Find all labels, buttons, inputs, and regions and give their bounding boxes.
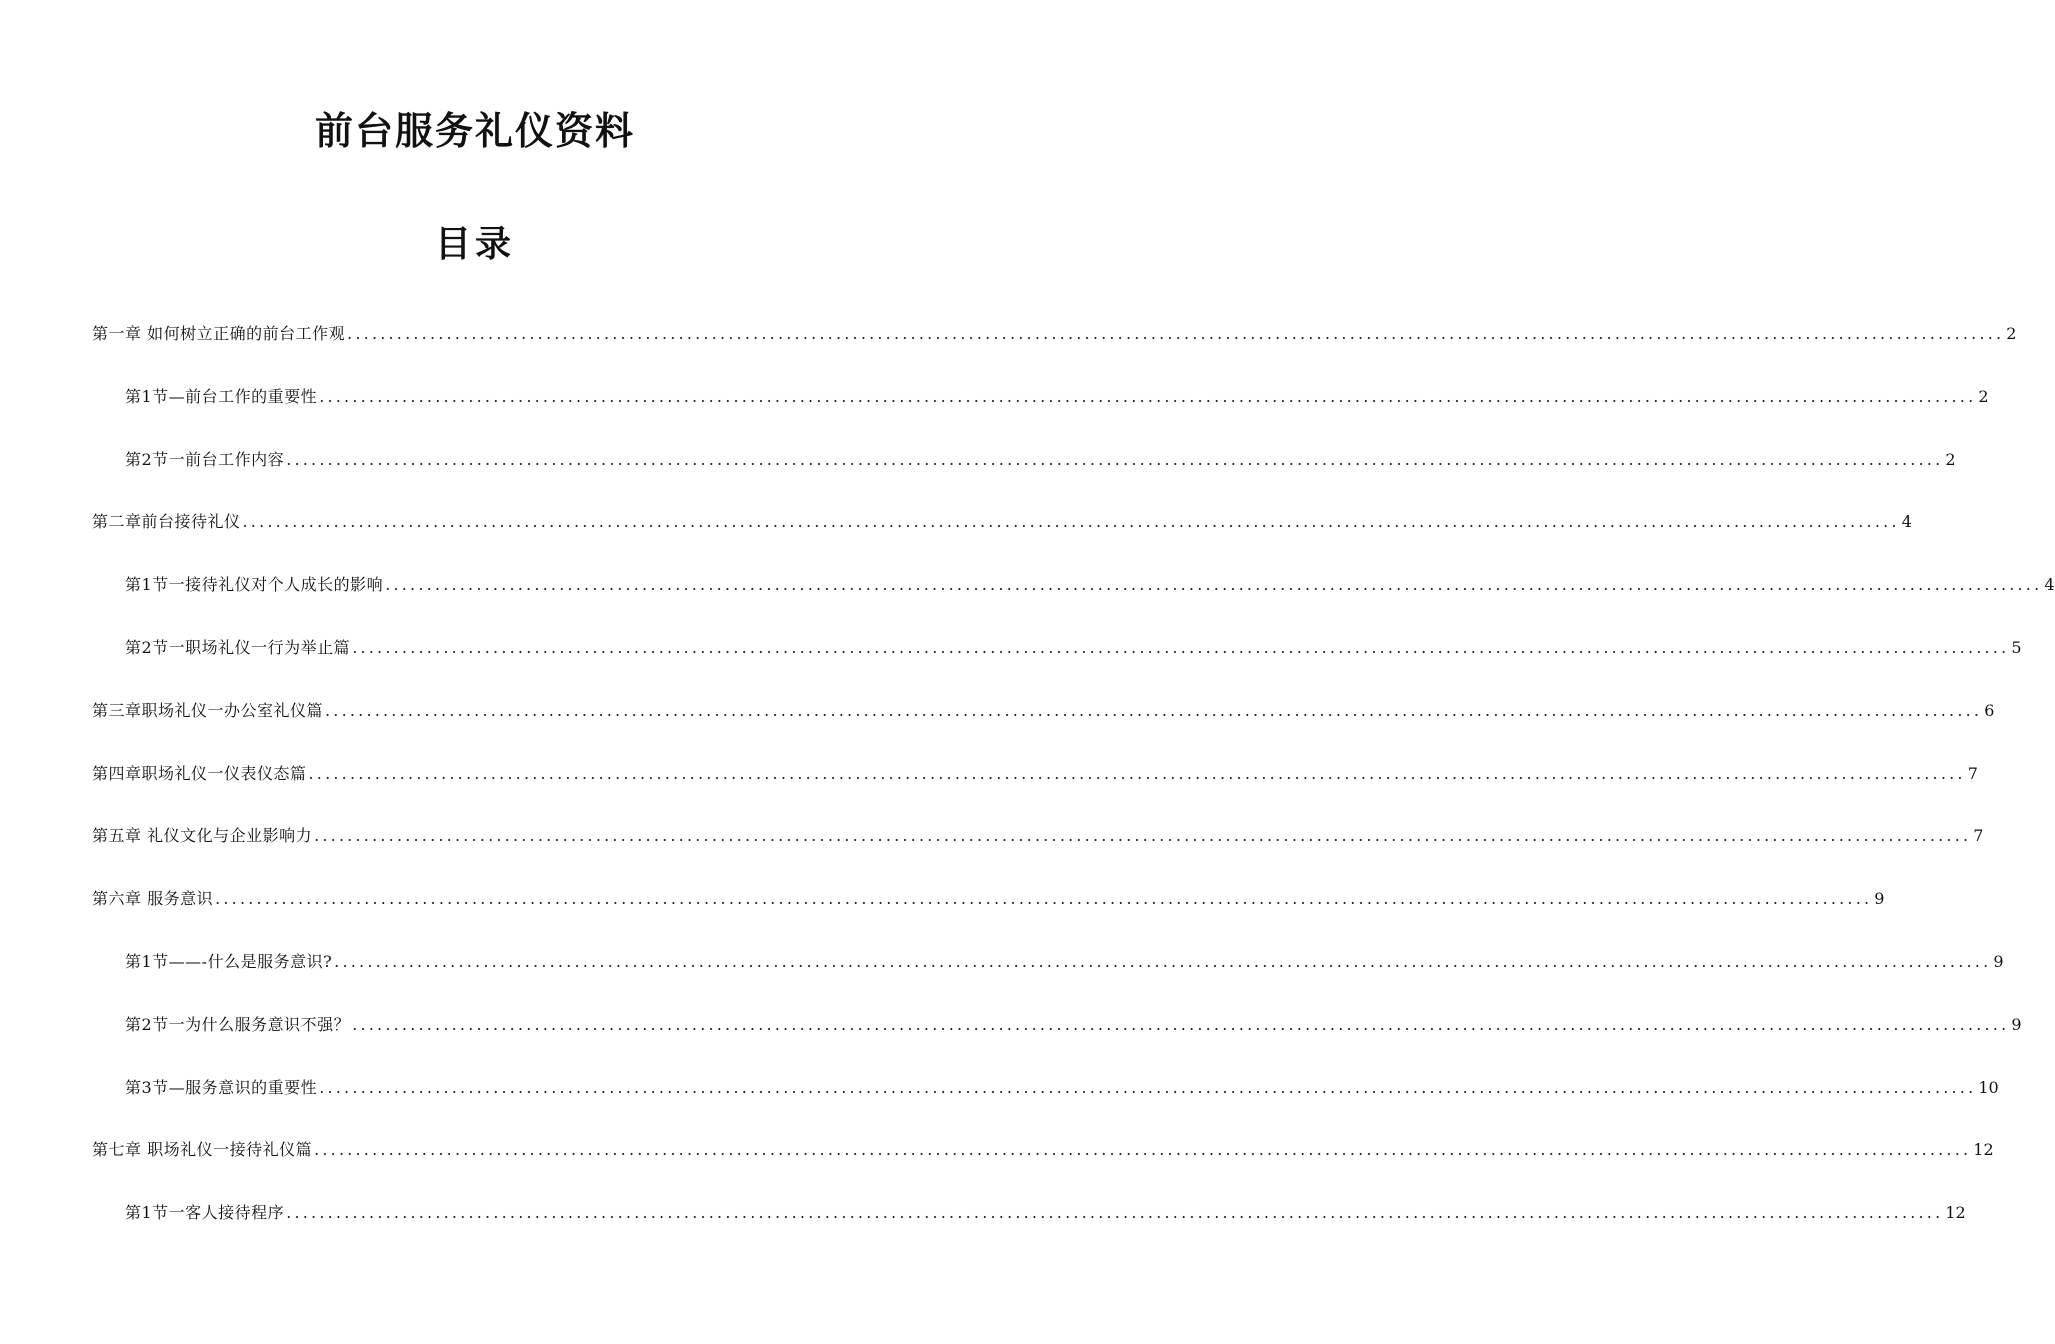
toc-entry-label: 第3节—服务意识的重要性: [125, 1077, 318, 1097]
toc-entry-page: 6: [1984, 700, 1995, 720]
toc-entry-page: 2: [2006, 324, 2017, 343]
toc-entry[interactable]: [92, 318, 2017, 381]
toc-dot-leader: ........................................................................................................................................................................................................: [314, 826, 1972, 846]
toc-dot-leader: ........................................................................................................................................................................................................: [347, 324, 2005, 343]
toc-entry-label: 第1节一客人接待程序: [125, 1203, 285, 1223]
toc-entry-label: 第五章 礼仪文化与企业影响力: [92, 826, 313, 846]
document-title: 前台服务礼仪资料: [314, 109, 635, 153]
toc-entry[interactable]: [92, 883, 1885, 946]
toc-entry[interactable]: [92, 444, 1956, 507]
toc-entry-page: 9: [2011, 1014, 2022, 1034]
toc-dot-leader: ........................................................................................................................................................................................................: [286, 1203, 1944, 1223]
toc-entry[interactable]: [92, 569, 2055, 632]
toc-entry-label: 第1节——-什么是服务意识?: [125, 951, 333, 971]
toc-dot-leader: ........................................................................................................................................................................................................: [352, 637, 2010, 657]
toc-entry-label: 第四章职场礼仪一仪表仪态篇: [92, 763, 307, 783]
toc-entry-label: 第七章 职场礼仪一接待礼仪篇: [92, 1140, 313, 1160]
toc-entry-page: 7: [1973, 826, 1984, 846]
toc-entry[interactable]: [92, 695, 1995, 758]
toc-entry-label: 第1节一接待礼仪对个人成长的影响: [125, 575, 384, 595]
toc-entry[interactable]: [92, 1197, 1966, 1260]
toc-entry-page: 9: [1993, 951, 2004, 971]
table-of-contents: [92, 318, 2055, 1260]
toc-entry-label: 第六章 服务意识: [92, 889, 214, 909]
toc-entry-page: 4: [2044, 575, 2055, 595]
toc-entry[interactable]: [92, 1072, 1999, 1135]
toc-entry-page: 4: [1901, 512, 1912, 532]
toc-dot-leader: ........................................................................................................................................................................................................: [308, 763, 1966, 783]
toc-entry[interactable]: [92, 758, 1978, 821]
toc-entry-page: 12: [1973, 1140, 1994, 1160]
toc-entry-label: 第2节一为什么服务意识不强？: [125, 1014, 351, 1034]
toc-dot-leader: ........................................................................................................................................................................................................: [314, 1140, 1972, 1160]
toc-entry-label: 第1节—前台工作的重要性: [125, 386, 318, 406]
toc-dot-leader: ........................................................................................................................................................................................................: [385, 575, 2043, 595]
toc-entry[interactable]: [92, 1134, 1994, 1197]
toc-entry-label: 第一章 如何树立正确的前台工作观: [92, 324, 346, 343]
toc-entry[interactable]: [92, 1009, 2022, 1072]
toc-dot-leader: ........................................................................................................................................................................................................: [286, 449, 1944, 469]
toc-entry-page: 10: [1978, 1077, 1999, 1097]
toc-entry[interactable]: [92, 381, 1989, 444]
toc-entry-page: 2: [1945, 449, 1956, 469]
toc-entry[interactable]: [92, 632, 2022, 695]
toc-dot-leader: ........................................................................................................................................................................................................: [242, 512, 1900, 532]
toc-entry-label: 第三章职场礼仪一办公室礼仪篇: [92, 700, 324, 720]
toc-entry-page: 5: [2011, 637, 2022, 657]
toc-dot-leader: ........................................................................................................................................................................................................: [319, 386, 1977, 406]
toc-entry-label: 第2节一职场礼仪一行为举止篇: [125, 637, 351, 657]
toc-entry-page: 12: [1945, 1203, 1966, 1223]
toc-heading: 目录: [434, 224, 515, 265]
toc-entry[interactable]: [92, 946, 2004, 1009]
toc-dot-leader: ........................................................................................................................................................................................................: [352, 1014, 2010, 1034]
toc-dot-leader: ........................................................................................................................................................................................................: [325, 700, 1983, 720]
toc-entry-label: 第二章前台接待礼仪: [92, 512, 241, 532]
toc-entry-page: 7: [1967, 763, 1978, 783]
toc-entry[interactable]: [92, 506, 1912, 569]
toc-dot-leader: ........................................................................................................................................................................................................: [319, 1077, 1977, 1097]
toc-dot-leader: ........................................................................................................................................................................................................: [334, 951, 1992, 971]
toc-entry-page: 9: [1874, 889, 1885, 909]
toc-dot-leader: ........................................................................................................................................................................................................: [215, 889, 1873, 909]
toc-entry[interactable]: [92, 820, 1984, 883]
toc-entry-label: 第2节一前台工作内容: [125, 449, 285, 469]
toc-entry-page: 2: [1978, 386, 1989, 406]
